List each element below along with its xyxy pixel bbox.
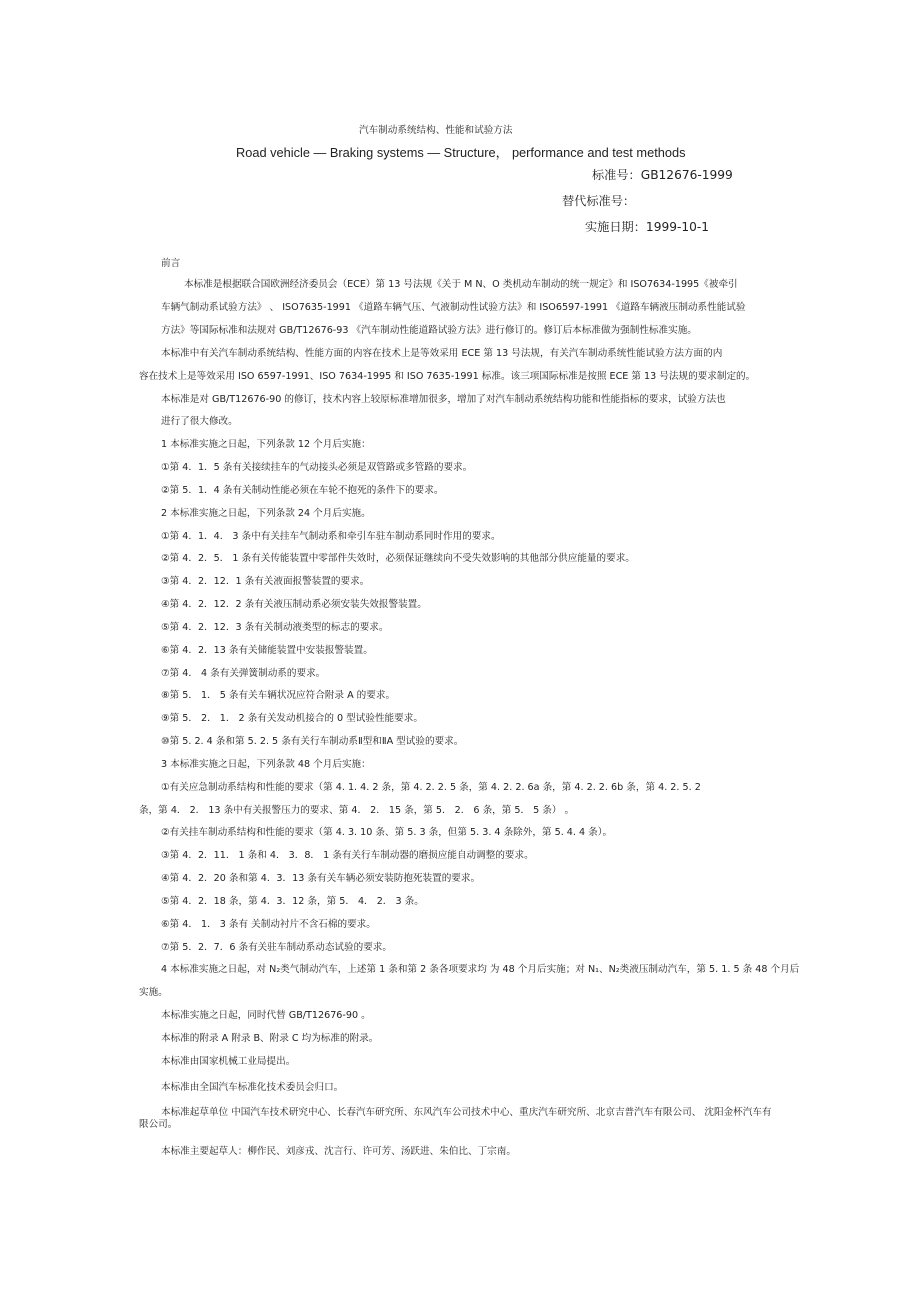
list-item: ②第 4．2．5． 1 条有关传能装置中零部件失效时，必须保证继续向不受失效影响的其他部分供应能量的要求。 <box>161 553 635 564</box>
list-item: ⑤第 4．2．18 条，第 4．3．12 条，第 5． 4． 2． 3 条。 <box>161 896 424 907</box>
paragraph-line: 本标准中有关汽车制动系统结构、性能方面的内容在技术上是等效采用 ECE 第 13 号法规，有关汽车制动系统性能试验方法方面的内 <box>161 348 723 359</box>
section-heading: 3 本标准实施之日起，下列条款 48 个月后实施： <box>161 759 371 770</box>
effective-date: 实施日期：1999-10-1 <box>585 220 710 234</box>
paragraph-line: 本标准由全国汽车标准化技术委员会归口。 <box>161 1082 344 1093</box>
paragraph-line: 本标准由国家机械工业局提出。 <box>161 1056 296 1067</box>
section-heading: 4 本标准实施之日起，对 N₂类气制动汽车，上述第 1 条和第 2 条各项要求均 为 48 个月后实施；对 N₁、N₂类液压制动汽车，第 5. 1. 5 条 48 个月后 <box>161 964 800 975</box>
paragraph-line: 本标准的附录 A 附录 B、附录 C 均为标准的附录。 <box>161 1033 379 1044</box>
preface-heading: 前言 <box>161 258 181 269</box>
section-heading: 2 本标准实施之日起，下列条款 24 个月后实施。 <box>161 508 371 519</box>
paragraph-line: 车辆气制动系试验方法》 、 ISO7635-1991 《道路车辆气压、气液制动性试验方法》和 ISO6597-1991 《道路车辆液压制动系性能试验 <box>161 302 746 313</box>
list-item: ③第 4．2．11． 1 条和 4． 3．8． 1 条有关行车制动器的磨损应能自动调整的要求。 <box>161 850 534 861</box>
list-item: ③第 4．2．12．1 条有关液面报警装置的要求。 <box>161 576 370 587</box>
paragraph-line: 进行了很大修改。 <box>161 416 238 427</box>
list-item: ①有关应急制动系结构和性能的要求（第 4. 1. 4. 2 条，第 4. 2. 2. 5 条，第 4. 2. 2. 6a 条，第 4. 2. 2. 6b 条，第 4. 2. 5. 2 <box>161 782 701 793</box>
paragraph-line: 方法》等国际标准和法规对 GB/T12676-93 《汽车制动性能道路试验方法》进行修订的。修订后本标准做为强制性标准实施。 <box>161 325 697 336</box>
paragraph-line: 实施。 <box>139 987 168 998</box>
replaced-standard: 替代标准号： <box>562 194 636 208</box>
list-item: ⑧第 5． 1． 5 条有关车辆状况应符合附录 A 的要求。 <box>161 690 396 701</box>
list-item-continuation: 条，第 4． 2． 13 条中有关报警压力的要求、第 4． 2． 15 条，第 5． 2． 6 条，第 5． 5 条） 。 <box>139 805 575 816</box>
paragraph-line: 本标准是根据联合国欧洲经济委员会（ECE）第 13 号法规《关于 M N、O 类机动车制动的统一规定》和 ISO7634-1995《被牵引 <box>184 279 738 290</box>
list-item: ②第 5．1．4 条有关制动性能必须在车轮不抱死的条件下的要求。 <box>161 485 444 496</box>
main-drafters: 本标准主要起草人：柳作民、刘彦戎、沈言行、许可芳、汤跃进、朱伯比、丁宗南。 <box>161 1146 516 1157</box>
paragraph-line: 本标准是对 GB/T12676-90 的修订，技术内容上较原标准增加很多，增加了对汽车制动系统结构功能和性能指标的要求，试验方法也 <box>161 394 726 405</box>
title-english: Road vehicle — Braking systems — Structure， performance and test methods <box>236 145 686 160</box>
paragraph-line: 本标准实施之日起，同时代替 GB/T12676-90 。 <box>161 1010 371 1021</box>
standard-number: 标准号：GB12676-1999 <box>592 168 733 182</box>
title-chinese: 汽车制动系统结构、性能和试验方法 <box>359 125 513 136</box>
list-item: ①第 4．1．5 条有关接续挂车的气动接头必须是双管路或多管路的要求。 <box>161 462 473 473</box>
drafting-units: 本标准起草单位 中国汽车技术研究中心、长春汽车研究所、东风汽车公司技术中心、重庆汽车研究所、北京吉普汽车有限公司、 沈阳金杯汽车有限公司。 <box>139 1107 772 1130</box>
list-item: ⑤第 4．2．12．3 条有关制动液类型的标志的要求。 <box>161 622 389 633</box>
list-item: ⑦第 4． 4 条有关弹簧制动系的要求。 <box>161 668 326 679</box>
list-item: ⑥第 4．2．13 条有关储能装置中安装报警装置。 <box>161 645 373 656</box>
list-item: ⑨第 5． 2． 1． 2 条有关发动机接合的 0 型试验性能要求。 <box>161 713 423 724</box>
list-item: ②有关挂车制动系结构和性能的要求（第 4. 3. 10 条、第 5. 3 条，但第 5. 3. 4 条除外，第 5. 4. 4 条）。 <box>161 827 613 838</box>
list-item: ⑦第 5．2．7．6 条有关驻车制动系动态试验的要求。 <box>161 942 392 953</box>
list-item: ④第 4．2．12．2 条有关液压制动系必须安装失效报警装置。 <box>161 599 427 610</box>
list-item: ①第 4．1．4． 3 条中有关挂车气制动系和牵引车驻车制动系同时作用的要求。 <box>161 531 501 542</box>
list-item: ⑩第 5. 2. 4 条和第 5. 2. 5 条有关行车制动系Ⅱ型和ⅡA 型试验的要求。 <box>161 736 464 747</box>
list-item: ⑥第 4． 1． 3 条有 关制动衬片不含石棉的要求。 <box>161 919 376 930</box>
paragraph-line: 容在技术上是等效采用 ISO 6597-1991、ISO 7634-1995 和 ISO 7635-1991 标准。该三项国际标准是按照 ECE 第 13 号法规的要求制定的。 <box>139 371 756 382</box>
section-heading: 1 本标准实施之日起，下列条款 12 个月后实施： <box>161 439 371 450</box>
list-item: ④第 4．2．20 条和第 4．3．13 条有关车辆必须安装防抱死装置的要求。 <box>161 873 481 884</box>
